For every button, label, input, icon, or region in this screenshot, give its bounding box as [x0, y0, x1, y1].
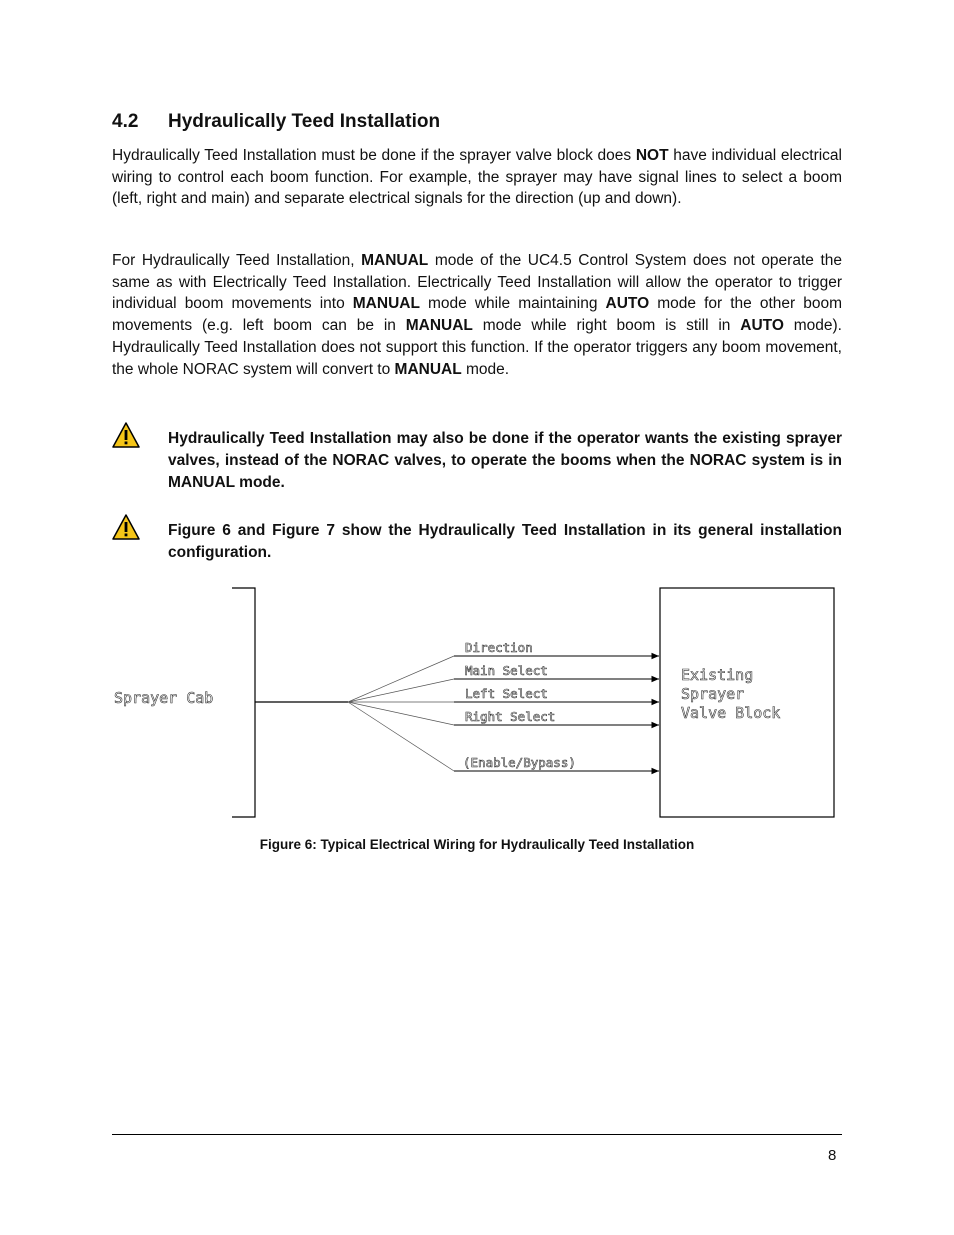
sprayer-cab-block	[114, 588, 255, 817]
signal-label-left-select: Left Select	[465, 686, 548, 701]
text-run: mode while right boom is still in	[472, 317, 741, 335]
text-run: Hydraulically Teed Installation must be done if the sprayer valve block does	[112, 147, 636, 164]
valve-block-label-line2: Sprayer	[681, 685, 745, 703]
warning-text: Figure 6 and Figure 7 show the Hydraulically Teed Installation in its general installation configuration.	[168, 522, 842, 561]
section-title: Hydraulically Teed Installation	[168, 111, 441, 132]
section-number: 4.2	[112, 111, 139, 132]
text-run: have individual electrical wiring to control each boom function. For example, the sprayer may have signal lines to select a boom (left, right and main) and separate electrical signals for the direction (up and down).	[112, 147, 842, 208]
signal-label-enable-bypass: (Enable/Bypass)	[463, 755, 576, 770]
emphasis: AUTO	[740, 317, 784, 335]
signal-wires	[454, 656, 659, 771]
text-run: mode). Hydraulically Teed Installation does not support this function. If the operator triggers any boom movement, the whole NORAC system will convert to	[112, 317, 842, 378]
signal-label-main-select: Main Select	[465, 663, 548, 678]
text-run: mode while maintaining	[419, 295, 606, 313]
text-run: mode.	[461, 360, 510, 378]
text-run: For Hydraulically Teed Installation,	[112, 252, 362, 269]
text-run: mode for the other boom movements (e.g. left boom can be in	[112, 295, 843, 335]
valve-block-label-line1: Existing	[681, 666, 754, 684]
emphasis: MANUAL	[394, 360, 462, 378]
figure-caption: Figure 6: Typical Electrical Wiring for Hydraulically Teed Installation	[259, 837, 695, 852]
signal-labels	[463, 640, 576, 770]
emphasis: MANUAL	[361, 252, 429, 269]
paragraph-manual-mode	[112, 250, 842, 380]
page-number: 8	[828, 1147, 837, 1164]
signal-label-direction: Direction	[465, 640, 533, 655]
valve-block	[660, 588, 834, 817]
signal-label-right-select: Right Select	[465, 709, 556, 724]
warning-text: Hydraulically Teed Installation may also be done if the operator wants the existing sprayer valves, instead of the NORAC valves, to operate the booms when the NORAC system is in MANUAL mode.	[168, 430, 842, 491]
fan-lines	[348, 656, 454, 771]
warning-triangle-icon	[112, 514, 140, 540]
emphasis: AUTO	[605, 295, 650, 313]
valve-block-label-line3: Valve Block	[681, 704, 781, 722]
sprayer-cab-label: Sprayer Cab	[114, 689, 214, 707]
section-heading	[112, 111, 440, 133]
emphasis: NOT	[635, 147, 669, 164]
paragraph-intro	[112, 145, 842, 210]
warning-triangle-icon	[112, 422, 140, 448]
text-run: mode of the UC4.5 Control System does not operate the same as with Electrically Teed Installation. Electrically Teed Installation will allow the operator to trigger individual boom movements into	[112, 252, 842, 313]
emphasis: MANUAL	[352, 295, 420, 313]
footer-divider	[112, 1134, 842, 1135]
emphasis: MANUAL	[405, 317, 473, 335]
